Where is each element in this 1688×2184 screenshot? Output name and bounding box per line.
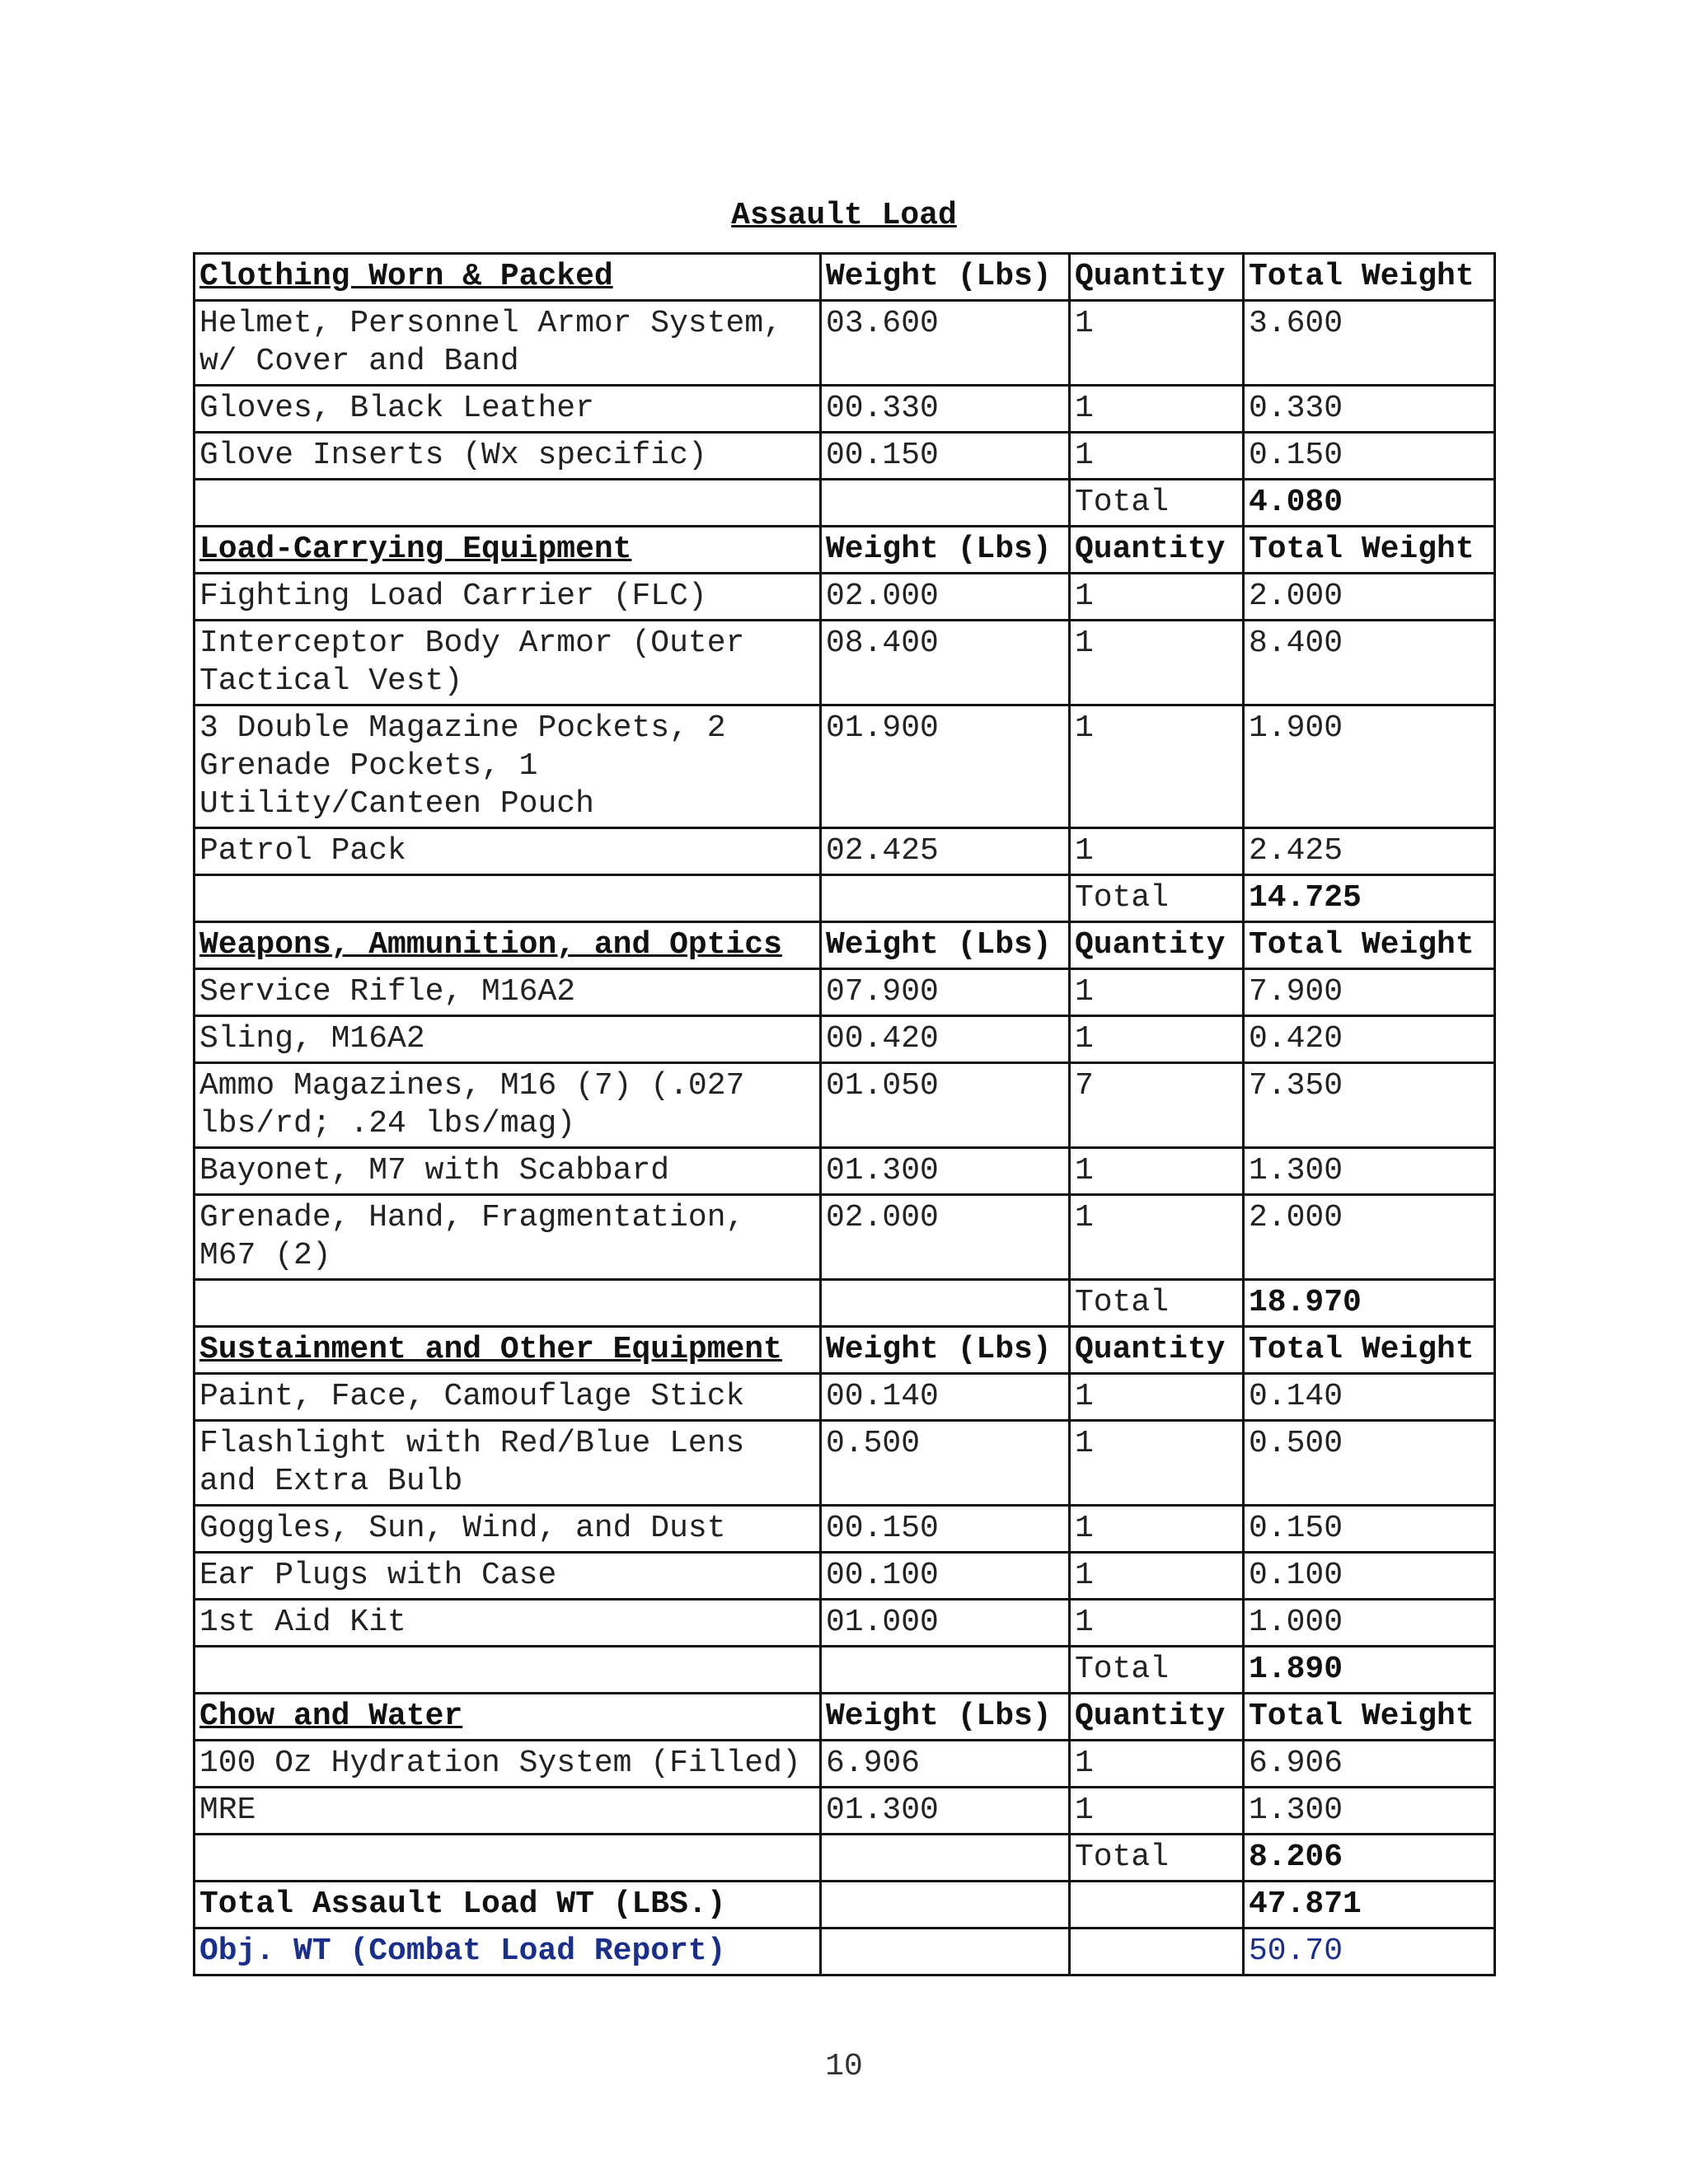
empty-cell: [195, 1280, 821, 1327]
objective-weight-label: Obj. WT (Combat Load Report): [195, 1929, 821, 1975]
item-total-weight: 2.000: [1244, 574, 1495, 621]
column-header-weight: Weight (Lbs): [821, 254, 1070, 301]
table-row: [195, 1553, 1495, 1600]
column-header-weight: Weight (Lbs): [821, 1694, 1070, 1741]
item-name: 1st Aid Kit: [195, 1600, 821, 1647]
column-header-quantity: Quantity: [1070, 922, 1244, 969]
empty-cell: [195, 480, 821, 527]
section-header-row: [195, 254, 1495, 301]
item-quantity: 7: [1070, 1063, 1244, 1148]
table-row: [195, 1374, 1495, 1421]
item-total-weight: 8.400: [1244, 621, 1495, 705]
item-weight: 01.300: [821, 1148, 1070, 1195]
section-total-value: 18.970: [1244, 1280, 1495, 1327]
item-weight: 02.000: [821, 1195, 1070, 1280]
item-weight: 00.100: [821, 1553, 1070, 1600]
table-row: [195, 1741, 1495, 1788]
item-total-weight: 1.300: [1244, 1788, 1495, 1835]
empty-cell: [821, 1280, 1070, 1327]
section-total-row: [195, 875, 1495, 922]
objective-weight-value: 50.70: [1244, 1929, 1495, 1975]
table-row: [195, 1148, 1495, 1195]
item-name: Patrol Pack: [195, 828, 821, 875]
item-quantity: 1: [1070, 1421, 1244, 1506]
item-name: 3 Double Magazine Pockets, 2 Grenade Pockets, 1 Utility/Canteen Pouch: [195, 705, 821, 828]
item-quantity: 1: [1070, 621, 1244, 705]
section-heading: Chow and Water: [195, 1694, 821, 1741]
table-row: [195, 574, 1495, 621]
item-weight: 01.900: [821, 705, 1070, 828]
item-weight: 00.330: [821, 386, 1070, 433]
table-row: [195, 301, 1495, 386]
item-quantity: 1: [1070, 1553, 1244, 1600]
section-total-row: [195, 1280, 1495, 1327]
empty-cell: [195, 875, 821, 922]
item-name: Paint, Face, Camouflage Stick: [195, 1374, 821, 1421]
empty-cell: [821, 1835, 1070, 1882]
item-quantity: 1: [1070, 1374, 1244, 1421]
item-weight: 00.420: [821, 1016, 1070, 1063]
item-weight: 00.140: [821, 1374, 1070, 1421]
column-header-quantity: Quantity: [1070, 1694, 1244, 1741]
item-total-weight: 1.000: [1244, 1600, 1495, 1647]
item-weight: 07.900: [821, 969, 1070, 1016]
item-weight: 0.500: [821, 1421, 1070, 1506]
table-row: [195, 1063, 1495, 1148]
column-header-quantity: Quantity: [1070, 254, 1244, 301]
section-header-row: [195, 922, 1495, 969]
objective-weight-row: [195, 1929, 1495, 1975]
column-header-total-weight: Total Weight: [1244, 922, 1495, 969]
grand-total-row: [195, 1882, 1495, 1929]
section-total-row: [195, 1835, 1495, 1882]
column-header-weight: Weight (Lbs): [821, 1327, 1070, 1374]
empty-cell: [821, 1929, 1070, 1975]
item-name: Service Rifle, M16A2: [195, 969, 821, 1016]
item-weight: 6.906: [821, 1741, 1070, 1788]
item-quantity: 1: [1070, 1195, 1244, 1280]
item-weight: 01.000: [821, 1600, 1070, 1647]
empty-cell: [821, 1647, 1070, 1694]
page-title: Assault Load: [731, 198, 957, 233]
item-quantity: 1: [1070, 1016, 1244, 1063]
section-total-label: Total: [1070, 1647, 1244, 1694]
item-total-weight: 0.420: [1244, 1016, 1495, 1063]
column-header-quantity: Quantity: [1070, 527, 1244, 574]
item-total-weight: 0.330: [1244, 386, 1495, 433]
item-quantity: 1: [1070, 1600, 1244, 1647]
section-total-value: 14.725: [1244, 875, 1495, 922]
empty-cell: [1070, 1929, 1244, 1975]
empty-cell: [195, 1835, 821, 1882]
section-total-value: 1.890: [1244, 1647, 1495, 1694]
section-header-row: [195, 527, 1495, 574]
item-name: Grenade, Hand, Fragmentation, M67 (2): [195, 1195, 821, 1280]
section-heading: Weapons, Ammunition, and Optics: [195, 922, 821, 969]
empty-cell: [821, 480, 1070, 527]
section-heading: Load-Carrying Equipment: [195, 527, 821, 574]
item-total-weight: 1.900: [1244, 705, 1495, 828]
section-heading: Sustainment and Other Equipment: [195, 1327, 821, 1374]
empty-cell: [821, 875, 1070, 922]
section-total-row: [195, 1647, 1495, 1694]
item-name: Ammo Magazines, M16 (7) (.027 lbs/rd; .24 lbs/mag): [195, 1063, 821, 1148]
item-weight: 00.150: [821, 1506, 1070, 1553]
item-weight: 02.425: [821, 828, 1070, 875]
column-header-quantity: Quantity: [1070, 1327, 1244, 1374]
column-header-weight: Weight (Lbs): [821, 922, 1070, 969]
table-row: [195, 969, 1495, 1016]
table-row: [195, 1421, 1495, 1506]
grand-total-label: Total Assault Load WT (LBS.): [195, 1882, 821, 1929]
item-total-weight: 0.140: [1244, 1374, 1495, 1421]
table-row: [195, 828, 1495, 875]
table-row: [195, 621, 1495, 705]
item-name: Bayonet, M7 with Scabbard: [195, 1148, 821, 1195]
item-quantity: 1: [1070, 433, 1244, 480]
table-row: [195, 705, 1495, 828]
item-name: Interceptor Body Armor (Outer Tactical Vest): [195, 621, 821, 705]
column-header-total-weight: Total Weight: [1244, 527, 1495, 574]
item-quantity: 1: [1070, 1148, 1244, 1195]
item-quantity: 1: [1070, 828, 1244, 875]
table-row: [195, 1016, 1495, 1063]
table-row: [195, 1788, 1495, 1835]
item-weight: 08.400: [821, 621, 1070, 705]
page-number: 10: [825, 2049, 863, 2084]
item-quantity: 1: [1070, 574, 1244, 621]
item-quantity: 1: [1070, 301, 1244, 386]
section-total-label: Total: [1070, 1280, 1244, 1327]
item-total-weight: 0.150: [1244, 1506, 1495, 1553]
item-total-weight: 0.100: [1244, 1553, 1495, 1600]
item-total-weight: 2.000: [1244, 1195, 1495, 1280]
table-row: [195, 1600, 1495, 1647]
item-name: Helmet, Personnel Armor System, w/ Cover and Band: [195, 301, 821, 386]
empty-cell: [821, 1882, 1070, 1929]
table-row: [195, 386, 1495, 433]
item-quantity: 1: [1070, 1506, 1244, 1553]
empty-cell: [1070, 1882, 1244, 1929]
item-total-weight: 3.600: [1244, 301, 1495, 386]
item-name: Flashlight with Red/Blue Lens and Extra Bulb: [195, 1421, 821, 1506]
item-name: MRE: [195, 1788, 821, 1835]
item-quantity: 1: [1070, 1788, 1244, 1835]
item-name: Fighting Load Carrier (FLC): [195, 574, 821, 621]
section-header-row: [195, 1694, 1495, 1741]
item-weight: 00.150: [821, 433, 1070, 480]
column-header-total-weight: Total Weight: [1244, 254, 1495, 301]
column-header-total-weight: Total Weight: [1244, 1694, 1495, 1741]
item-total-weight: 7.350: [1244, 1063, 1495, 1148]
item-name: Ear Plugs with Case: [195, 1553, 821, 1600]
section-total-value: 8.206: [1244, 1835, 1495, 1882]
table-row: [195, 1506, 1495, 1553]
item-total-weight: 2.425: [1244, 828, 1495, 875]
item-name: Sling, M16A2: [195, 1016, 821, 1063]
item-weight: 01.300: [821, 1788, 1070, 1835]
section-total-label: Total: [1070, 480, 1244, 527]
section-header-row: [195, 1327, 1495, 1374]
column-header-total-weight: Total Weight: [1244, 1327, 1495, 1374]
column-header-weight: Weight (Lbs): [821, 527, 1070, 574]
section-total-value: 4.080: [1244, 480, 1495, 527]
grand-total-value: 47.871: [1244, 1882, 1495, 1929]
section-total-row: [195, 480, 1495, 527]
item-name: Goggles, Sun, Wind, and Dust: [195, 1506, 821, 1553]
item-name: Glove Inserts (Wx specific): [195, 433, 821, 480]
empty-cell: [195, 1647, 821, 1694]
section-total-label: Total: [1070, 1835, 1244, 1882]
item-quantity: 1: [1070, 386, 1244, 433]
item-quantity: 1: [1070, 969, 1244, 1016]
item-quantity: 1: [1070, 1741, 1244, 1788]
section-heading: Clothing Worn & Packed: [195, 254, 821, 301]
section-total-label: Total: [1070, 875, 1244, 922]
table-row: [195, 1195, 1495, 1280]
item-total-weight: 0.500: [1244, 1421, 1495, 1506]
item-total-weight: 7.900: [1244, 969, 1495, 1016]
item-quantity: 1: [1070, 705, 1244, 828]
item-weight: 02.000: [821, 574, 1070, 621]
item-name: 100 Oz Hydration System (Filled): [195, 1741, 821, 1788]
item-total-weight: 1.300: [1244, 1148, 1495, 1195]
item-weight: 03.600: [821, 301, 1070, 386]
assault-load-table: [193, 252, 1496, 1976]
item-total-weight: 0.150: [1244, 433, 1495, 480]
item-weight: 01.050: [821, 1063, 1070, 1148]
item-total-weight: 6.906: [1244, 1741, 1495, 1788]
table-row: [195, 433, 1495, 480]
item-name: Gloves, Black Leather: [195, 386, 821, 433]
